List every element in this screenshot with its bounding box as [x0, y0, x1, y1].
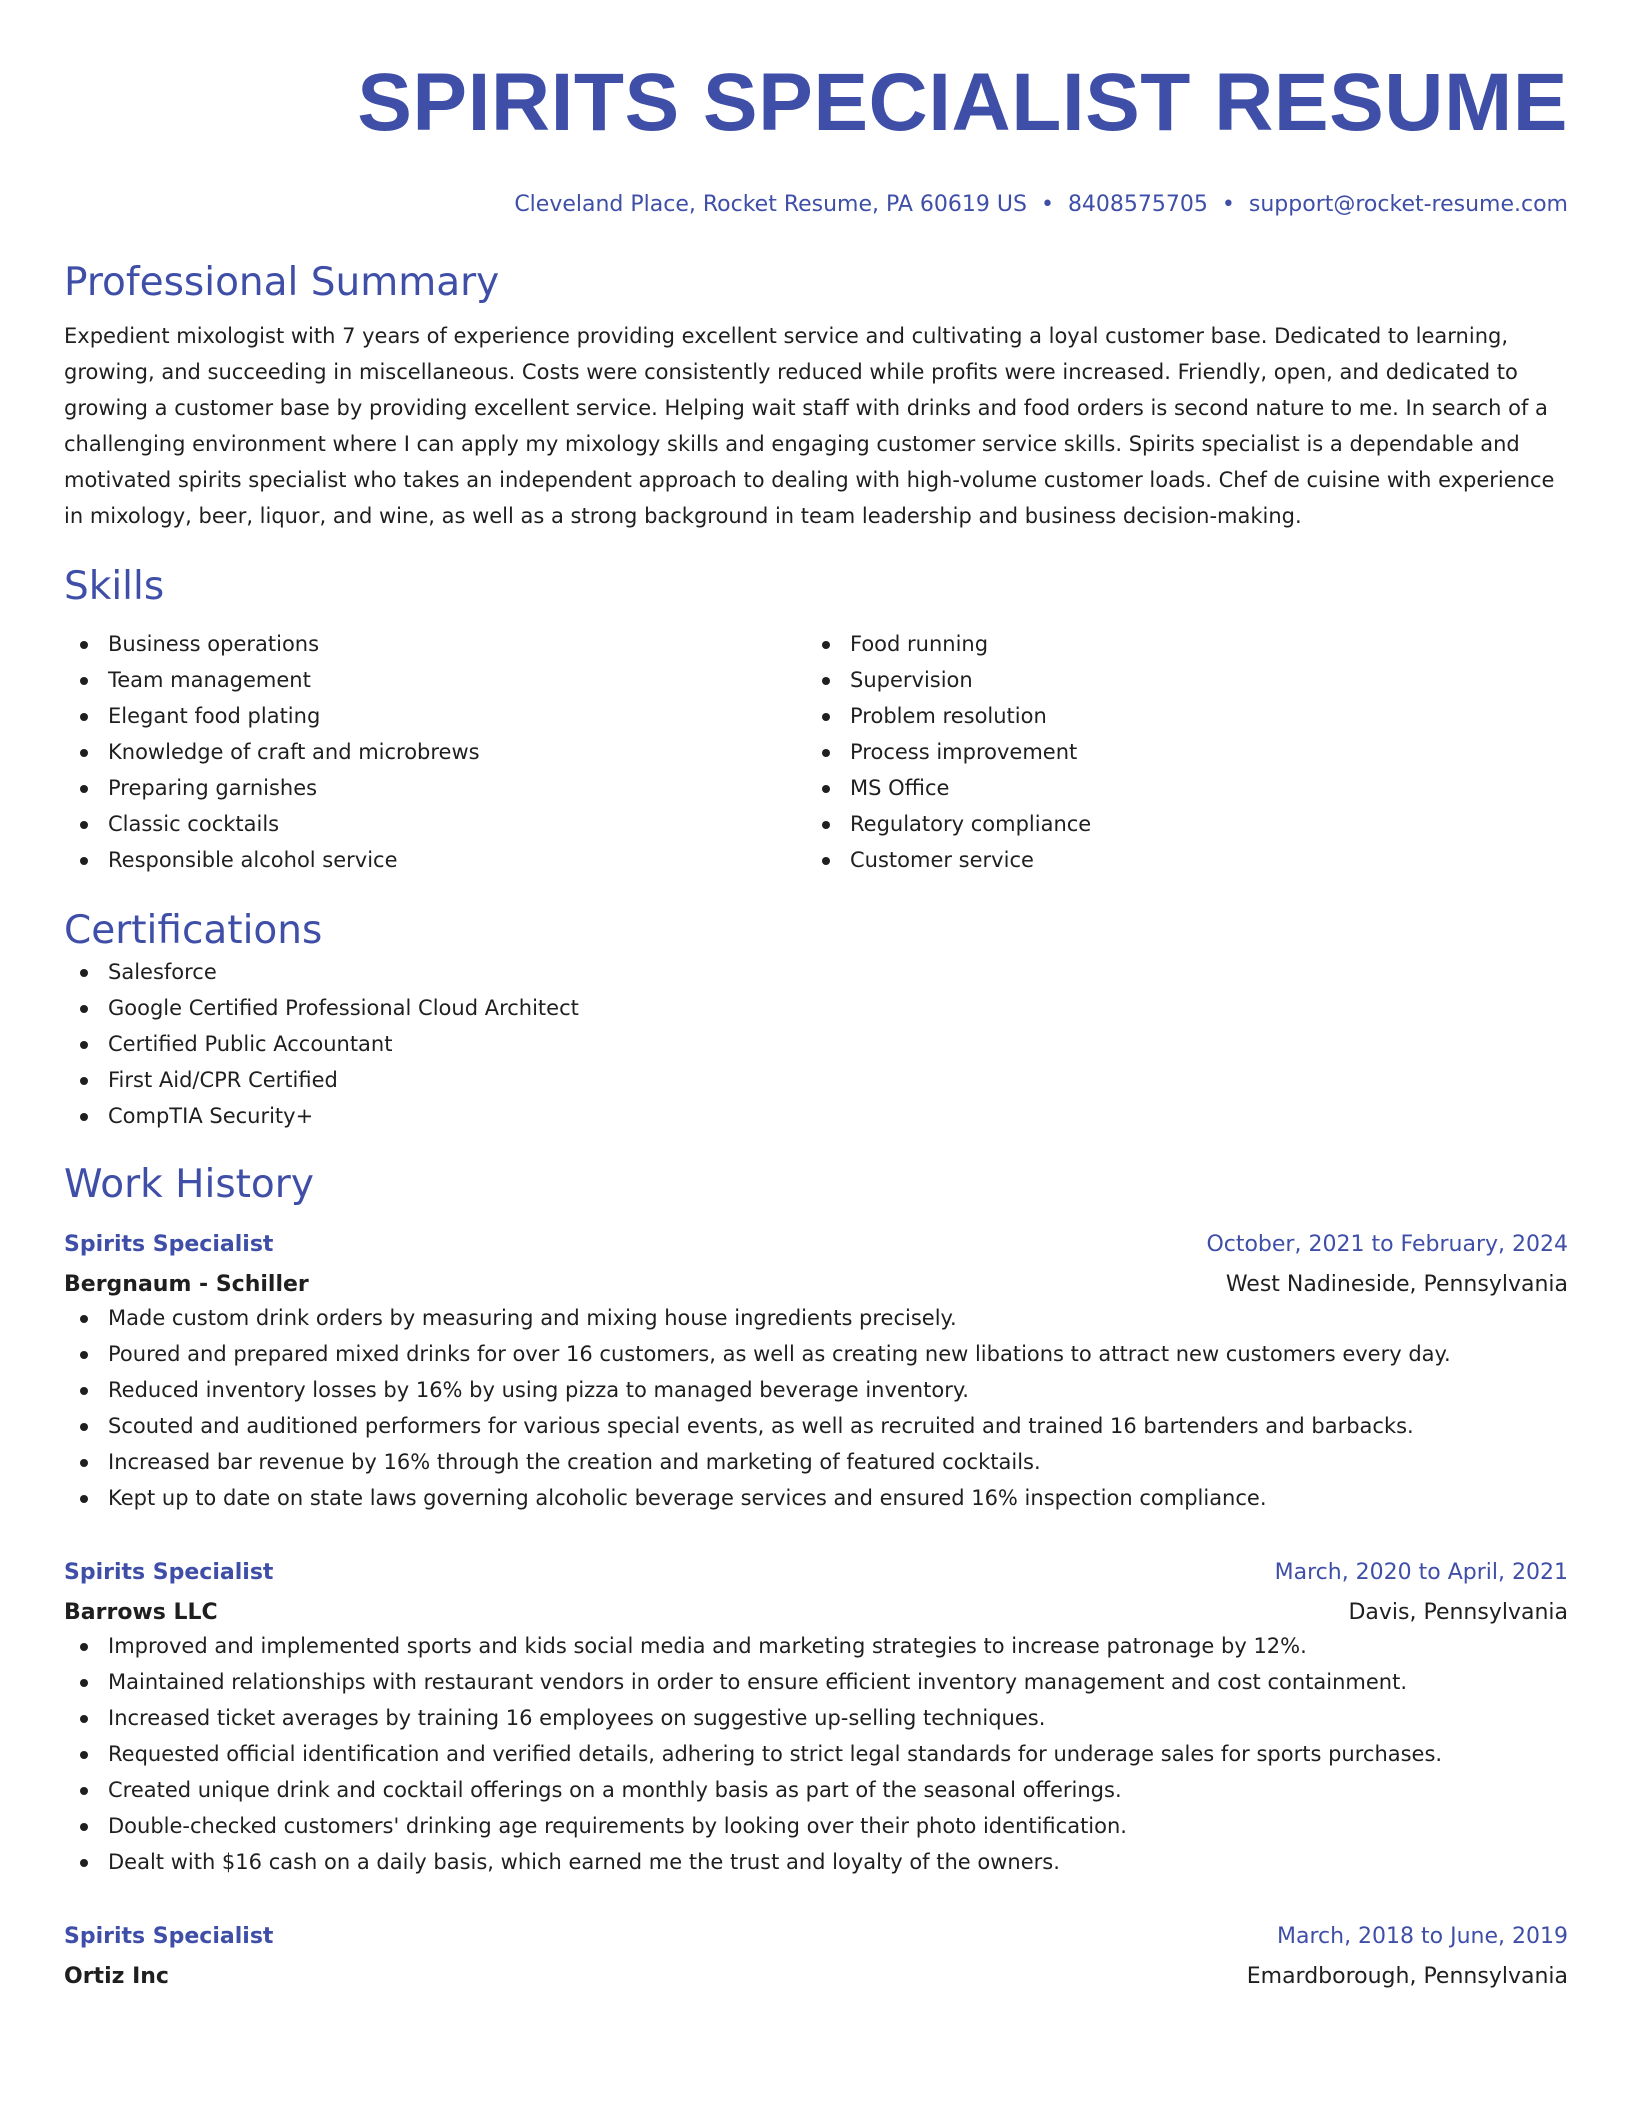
skills-list-left — [64, 626, 806, 878]
skills-grid — [64, 626, 1568, 878]
job-duty: Dealt with $16 cash on a daily basis, which earned me the trust and loyalty of the owners. — [64, 1844, 1568, 1880]
certification-item: Google Certified Professional Cloud Architect — [64, 990, 1568, 1026]
skill-item: Supervision — [806, 662, 1548, 698]
job-company: Bergnaum - Schiller — [64, 1272, 309, 1297]
job-duty: Improved and implemented sports and kids social media and marketing strategies to increase patronage by 12%. — [64, 1628, 1568, 1664]
job-header-row — [64, 1230, 1568, 1260]
job-location: Emardborough, Pennsylvania — [1246, 1964, 1568, 1989]
job-duty: Created unique drink and cocktail offerings on a monthly basis as part of the seasonal offerings. — [64, 1772, 1568, 1808]
job-dates: March, 2018 to June, 2019 — [1277, 1924, 1568, 1949]
work-history-heading: Work History — [64, 1162, 314, 1207]
job-duties-list — [64, 1300, 1568, 1516]
job-duty: Scouted and auditioned performers for various special events, as well as recruited and trained 16 bartenders and barbacks. — [64, 1408, 1568, 1444]
contact-phone[interactable]: 8408575705 — [1067, 192, 1208, 217]
certification-item: First Aid/CPR Certified — [64, 1062, 1568, 1098]
certification-item: Certified Public Accountant — [64, 1026, 1568, 1062]
job-company-row — [64, 1260, 1568, 1300]
skill-item: Problem resolution — [806, 698, 1548, 734]
skill-item: Responsible alcohol service — [64, 842, 806, 878]
job-duty: Kept up to date on state laws governing alcoholic beverage services and ensured 16% inspection compliance. — [64, 1480, 1568, 1516]
job-header-row — [64, 1558, 1568, 1588]
job-duty: Maintained relationships with restaurant vendors in order to ensure efficient inventory management and cost containment. — [64, 1664, 1568, 1700]
skills-column-left — [64, 626, 806, 878]
resume-title: SPIRITS SPECIALIST RESUME — [357, 57, 1568, 148]
job-duties-list — [64, 1628, 1568, 1880]
contact-email[interactable]: support@rocket-resume.com — [1248, 192, 1568, 217]
job-title: Spirits Specialist — [64, 1232, 274, 1257]
certification-item: CompTIA Security+ — [64, 1098, 1568, 1134]
job-duty: Poured and prepared mixed drinks for over 16 customers, as well as creating new libations to attract new customers every day. — [64, 1336, 1568, 1372]
job-duty: Increased ticket averages by training 16 employees on suggestive up-selling techniques. — [64, 1700, 1568, 1736]
job-header-row — [64, 1922, 1568, 1952]
job-duty: Reduced inventory losses by 16% by using pizza to managed beverage inventory. — [64, 1372, 1568, 1408]
job-location: West Nadineside, Pennsylvania — [1225, 1272, 1568, 1297]
skill-item: Preparing garnishes — [64, 770, 806, 806]
contact-separator: • — [1221, 192, 1235, 217]
skill-item: Food running — [806, 626, 1548, 662]
contact-line — [64, 190, 1568, 220]
job-duty: Requested official identification and verified details, adhering to strict legal standards for underage sales for sports purchases. — [64, 1736, 1568, 1772]
certifications-list — [64, 954, 1568, 1134]
job-title: Spirits Specialist — [64, 1924, 274, 1949]
job-duty: Increased bar revenue by 16% through the creation and marketing of featured cocktails. — [64, 1444, 1568, 1480]
job-duty: Made custom drink orders by measuring and mixing house ingredients precisely. — [64, 1300, 1568, 1336]
skill-item: Elegant food plating — [64, 698, 806, 734]
job-dates: March, 2020 to April, 2021 — [1274, 1560, 1568, 1585]
skills-list-right — [806, 626, 1548, 878]
skill-item: Knowledge of craft and microbrews — [64, 734, 806, 770]
certifications-heading: Certifications — [64, 908, 323, 953]
job-company: Barrows LLC — [64, 1600, 218, 1625]
skill-item: MS Office — [806, 770, 1548, 806]
skill-item: Regulatory compliance — [806, 806, 1548, 842]
job-company: Ortiz Inc — [64, 1964, 169, 1989]
contact-address: Cleveland Place, Rocket Resume, PA 60619 US — [514, 192, 1027, 217]
job-entry — [64, 1230, 1568, 1516]
job-entry — [64, 1558, 1568, 1880]
certification-item: Salesforce — [64, 954, 1568, 990]
skill-item: Process improvement — [806, 734, 1548, 770]
skill-item: Customer service — [806, 842, 1548, 878]
contact-separator: • — [1040, 192, 1054, 217]
summary-heading: Professional Summary — [64, 260, 500, 305]
resume-page — [64, 0, 1568, 1992]
skills-heading: Skills — [64, 564, 165, 609]
job-location: Davis, Pennsylvania — [1348, 1600, 1568, 1625]
job-company-row — [64, 1952, 1568, 1992]
summary-text: Expedient mixologist with 7 years of experience providing excellent service and cultivating a loyal customer base. Dedicated to learning, growing, and succeeding in miscellaneous. Costs were consistently reduced while profits were increased. Friendly, open, and dedicated to growing a customer base by providing excellent service. Helping wait staff with drinks and food orders is second nature to me. In search of a challenging environment where I can apply my mixology skills and engaging customer service skills. Spirits specialist is a dependable and motivated spirits specialist who takes an independent approach to dealing with high-volume customer loads. Chef de cuisine with experience in mixology, beer, liquor, and wine, as well as a strong background in team leadership and business decision-making. — [64, 324, 1555, 528]
job-company-row — [64, 1588, 1568, 1628]
skill-item: Classic cocktails — [64, 806, 806, 842]
skills-column-right — [806, 626, 1548, 878]
job-entry — [64, 1922, 1568, 1992]
job-dates: October, 2021 to February, 2024 — [1206, 1232, 1568, 1257]
skill-item: Business operations — [64, 626, 806, 662]
job-title: Spirits Specialist — [64, 1560, 274, 1585]
job-duty: Double-checked customers' drinking age requirements by looking over their photo identification. — [64, 1808, 1568, 1844]
skill-item: Team management — [64, 662, 806, 698]
